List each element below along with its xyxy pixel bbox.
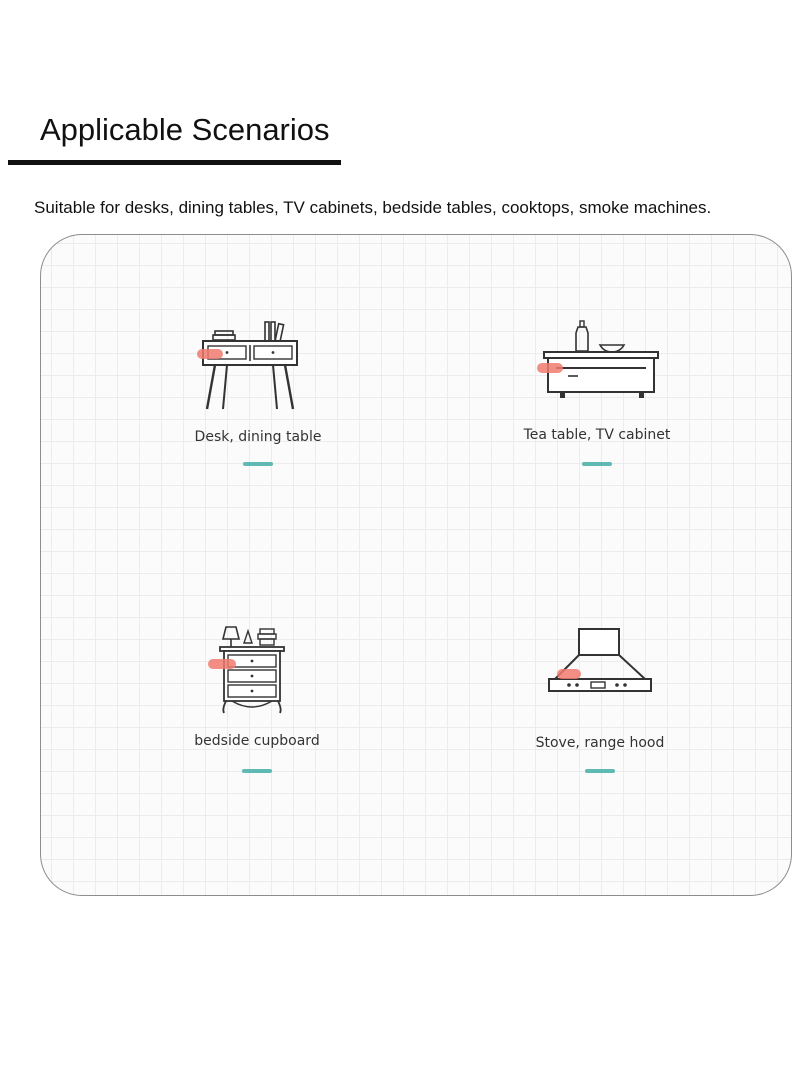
tv-cabinet-icon bbox=[532, 319, 662, 419]
page-subtitle: Suitable for desks, dining tables, TV cabinets, bedside tables, cooktops, smoke machines. bbox=[34, 198, 712, 217]
bedside-cupboard-icon bbox=[192, 621, 322, 721]
scenario-card-desk bbox=[128, 319, 388, 489]
scenario-accent-dash bbox=[585, 769, 615, 773]
desk-icon bbox=[193, 319, 323, 419]
scenario-accent-dash bbox=[242, 769, 272, 773]
range-hood-icon bbox=[535, 621, 665, 721]
scenario-accent-dash bbox=[582, 462, 612, 466]
scenario-label: bedside cupboard bbox=[194, 733, 320, 749]
scenario-label: Desk, dining table bbox=[194, 429, 322, 445]
scenarios-panel bbox=[40, 234, 792, 896]
title-underline bbox=[8, 160, 341, 165]
scenario-label: Tea table, TV cabinet bbox=[523, 427, 671, 443]
page-title: Applicable Scenarios bbox=[40, 112, 330, 147]
scenario-accent-dash bbox=[243, 462, 273, 466]
scenario-card-range-hood bbox=[470, 621, 730, 791]
scenario-label: Stove, range hood bbox=[535, 735, 665, 751]
scenario-card-bedside-cupboard bbox=[127, 621, 387, 791]
scenario-card-tv-cabinet bbox=[467, 319, 727, 489]
